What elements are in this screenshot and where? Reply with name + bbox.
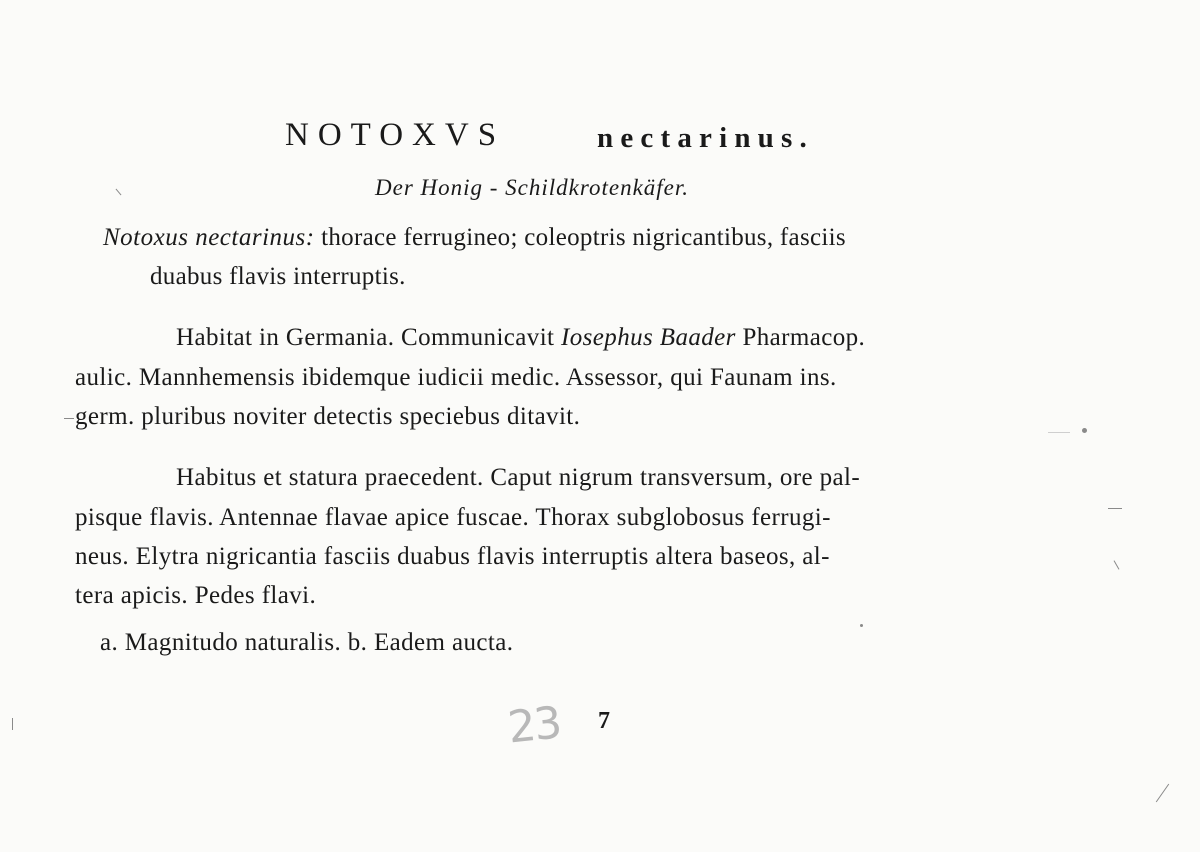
habitat-line-2: aulic. Mannhemensis ibidemque iudicii medic. Assessor, qui Faunam ins. bbox=[75, 364, 837, 391]
collector-name: Iosephus Baader bbox=[561, 324, 736, 351]
scan-speck bbox=[1108, 508, 1122, 509]
scan-speck bbox=[64, 418, 74, 419]
habitat-line-3: germ. pluribus noviter detectis speciebus ditavit. bbox=[75, 403, 581, 430]
description-line-1: Habitus et statura praecedent. Caput nigrum transversum, ore pal- bbox=[176, 464, 861, 491]
description-line-4: tera apicis. Pedes flavi. bbox=[75, 582, 317, 609]
pencil-annotation: 23 bbox=[505, 697, 563, 754]
figure-legend: a. Magnitudo naturalis. b. Eadem aucta. bbox=[100, 629, 514, 656]
page-number: 7 bbox=[598, 708, 610, 734]
species-title: nectarinus. bbox=[597, 122, 814, 154]
description-line-2: pisque flavis. Antennae flavae apice fuscae. Thorax subglobosus ferrugi- bbox=[75, 504, 831, 531]
scan-speck bbox=[1048, 432, 1070, 433]
scan-speck bbox=[860, 624, 863, 627]
scan-speck bbox=[116, 189, 122, 196]
scan-speck bbox=[1156, 784, 1169, 803]
diagnosis-line-2: duabus flavis interruptis. bbox=[150, 263, 406, 290]
habitat-text-a: Habitat in Germania. Communicavit bbox=[176, 324, 555, 351]
habitat-line-1 bbox=[176, 324, 865, 352]
genus-title: NOTOXVS bbox=[285, 117, 506, 153]
description-line-3: neus. Elytra nigricantia fasciis duabus flavis interruptis altera baseos, al- bbox=[75, 543, 830, 570]
diagnosis-text-1: thorace ferrugineo; coleoptris nigricantibus, fasciis bbox=[321, 224, 846, 251]
german-subtitle: Der Honig - Schildkrotenkäfer. bbox=[375, 175, 690, 200]
scan-speck bbox=[1114, 560, 1120, 569]
habitat-text-b: Pharmacop. bbox=[742, 324, 866, 351]
scan-speck bbox=[1082, 428, 1087, 433]
diagnosis-line-1 bbox=[103, 224, 846, 252]
scan-speck bbox=[12, 718, 13, 730]
diagnosis-species-name: Notoxus nectarinus: bbox=[103, 224, 315, 251]
